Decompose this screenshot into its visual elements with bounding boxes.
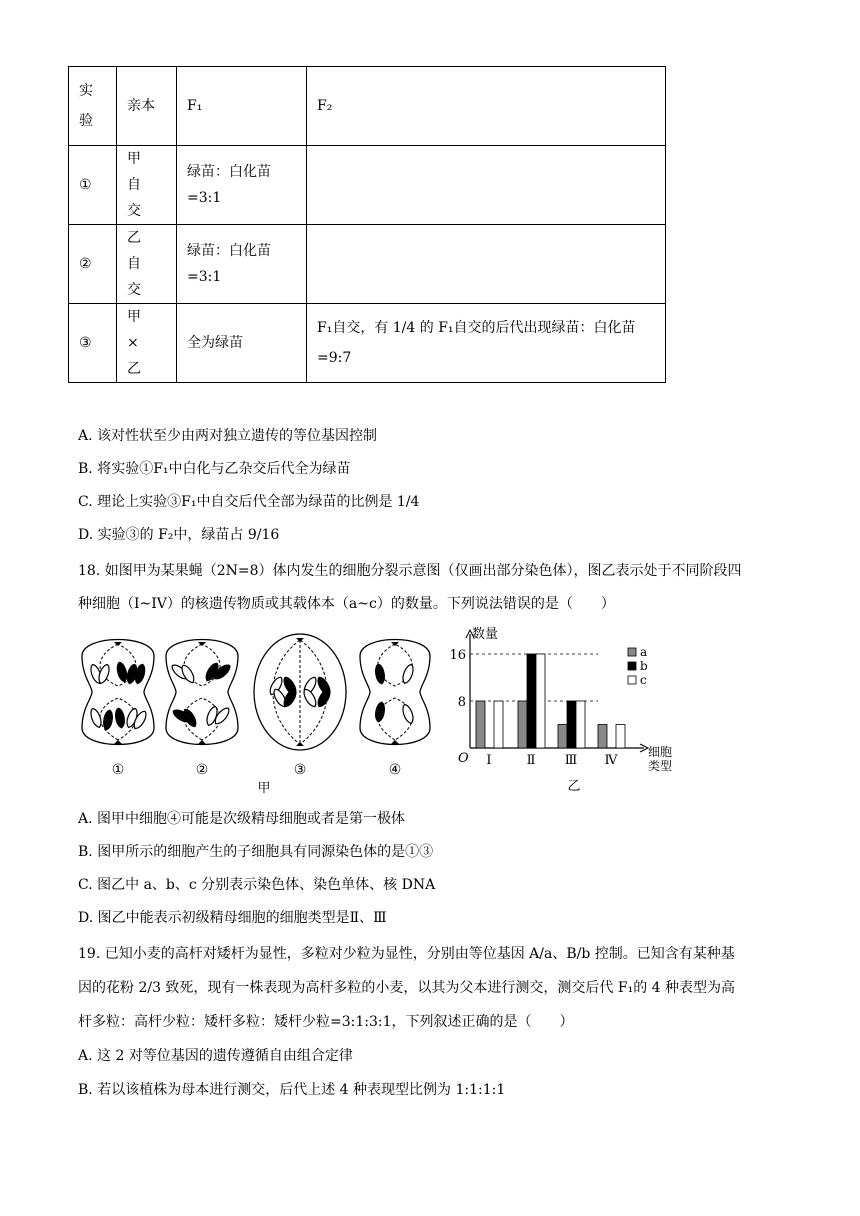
q19-line1: 19. 已知小麦的高杆对矮杆为显性，多粒对少粒为显性，分别由等位基因 A/a、B/b 控制。已知含有某种基 [78, 946, 735, 962]
legend-swatch-c [628, 676, 636, 684]
cell-2 [166, 640, 238, 745]
bar-c-3 [616, 725, 625, 749]
q19-option-a: A. 这 2 对等位基因的遗传遵循自由组合定律 [78, 1048, 353, 1064]
q17-option-c: C. 理论上实验③F₁中自交后代全部为绿苗的比例是 1/4 [78, 494, 420, 510]
header-f1: F₁ [177, 67, 307, 146]
x-tick-label-3: Ⅳ [604, 753, 618, 768]
figure-yi-label: 乙 [567, 779, 581, 794]
bar-a-3 [598, 725, 607, 749]
header-parent: 亲本 [117, 67, 177, 146]
x-axis-label-line1: 细胞 [648, 745, 673, 759]
header-exp: 实验 [69, 67, 117, 146]
bar-c-1 [536, 654, 545, 748]
bar-a-1 [518, 701, 527, 748]
y-tick-label-8: 8 [457, 695, 466, 710]
legend-label-c: c [640, 673, 647, 687]
table-row [69, 225, 666, 304]
x-tick-label-0: Ⅰ [486, 753, 492, 768]
f1-cell: 绿苗：白化苗=3:1 [177, 146, 307, 225]
x-axis-label-line2: 类型 [648, 759, 673, 773]
q17-option-b: B. 将实验①F₁中白化与乙杂交后代全为绿苗 [78, 461, 351, 477]
q17-option-d: D. 实验③的 F₂中，绿苗占 9/16 [78, 527, 280, 543]
header-f2: F₂ [307, 67, 666, 146]
origin-label: O [458, 751, 469, 766]
q18-option-a: A. 图甲中细胞④可能是次级精母细胞或者是第一极体 [78, 811, 406, 827]
cell-label-1: ① [111, 762, 125, 778]
f2-cell [307, 225, 666, 304]
parent-cell: 乙 自 交 [117, 225, 177, 304]
parent-cell: 甲 × 乙 [117, 304, 177, 383]
bar-b-2 [567, 701, 576, 748]
exp-number: ② [69, 225, 117, 304]
bar-a-2 [558, 725, 567, 749]
bar-b-1 [527, 654, 536, 748]
exp-number: ③ [69, 304, 117, 383]
bar-c-2 [576, 701, 585, 748]
f2-cell [307, 146, 666, 225]
exp-number: ① [69, 146, 117, 225]
x-tick-label-2: Ⅲ [564, 753, 578, 768]
q18-stem-line2: 种细胞（I~IV）的核遗传物质或其载体本（a~c）的数量。下列说法错误的是（ ） [78, 596, 615, 612]
bar-c-0 [494, 701, 503, 748]
figure-jia-label: 甲 [257, 781, 271, 796]
f1-cell: 绿苗：白化苗=3:1 [177, 225, 307, 304]
legend-label-b: b [640, 659, 648, 673]
cell-label-2: ② [195, 762, 209, 778]
experiment-table [68, 66, 666, 383]
figure-yi-chart [448, 624, 700, 796]
q17-option-a: A. 该对性状至少由两对独立遗传的等位基因控制 [78, 428, 378, 444]
cell-label-3: ③ [293, 762, 307, 778]
cell-3 [254, 634, 346, 750]
legend-label-a: a [640, 645, 648, 659]
q18-option-b: B. 图甲所示的细胞产生的子细胞具有同源染色体的是①③ [78, 844, 434, 860]
cell-label-4: ④ [388, 762, 402, 778]
table-row [69, 146, 666, 225]
q19-line2: 因的花粉 2/3 致死，现有一株表现为高杆多粒的小麦，以其为父本进行测交，测交后代 F₁的 4 种表型为高 [78, 980, 736, 996]
table-header-row [69, 67, 666, 146]
q18-stem-line1: 18. 如图甲为某果蝇（2N=8）体内发生的细胞分裂示意图（仅画出部分染色体），图乙表示处于不同阶段四 [78, 563, 742, 579]
f2-cell: F₁自交，有 1/4 的 F₁自交的后代出现绿苗：白化苗 =9:7 [307, 304, 666, 383]
q18-option-c: C. 图乙中 a、b、c 分别表示染色体、染色单体、核 DNA [78, 877, 436, 893]
f1-cell: 全为绿苗 [177, 304, 307, 383]
bar-a-0 [476, 701, 485, 748]
legend-swatch-b [628, 662, 636, 670]
cell-1 [82, 640, 154, 745]
parent-cell: 甲 自 交 [117, 146, 177, 225]
y-tick-label-16: 16 [449, 648, 466, 663]
y-axis-label: 数量 [472, 627, 499, 642]
table-row [69, 304, 666, 383]
legend-swatch-a [628, 648, 636, 656]
q19-option-b: B. 若以该植株为母本进行测交，后代上述 4 种表现型比例为 1:1:1:1 [78, 1082, 506, 1098]
figure-jia [74, 626, 444, 796]
q19-line3: 杆多粒：高杆少粒：矮杆多粒：矮杆少粒=3:1:3:1，下列叙述正确的是（ ） [78, 1014, 574, 1030]
x-tick-label-1: Ⅱ [526, 753, 536, 768]
cell-4 [360, 640, 430, 745]
q18-option-d: D. 图乙中能表示初级精母细胞的细胞类型是Ⅱ、Ⅲ [78, 910, 387, 926]
